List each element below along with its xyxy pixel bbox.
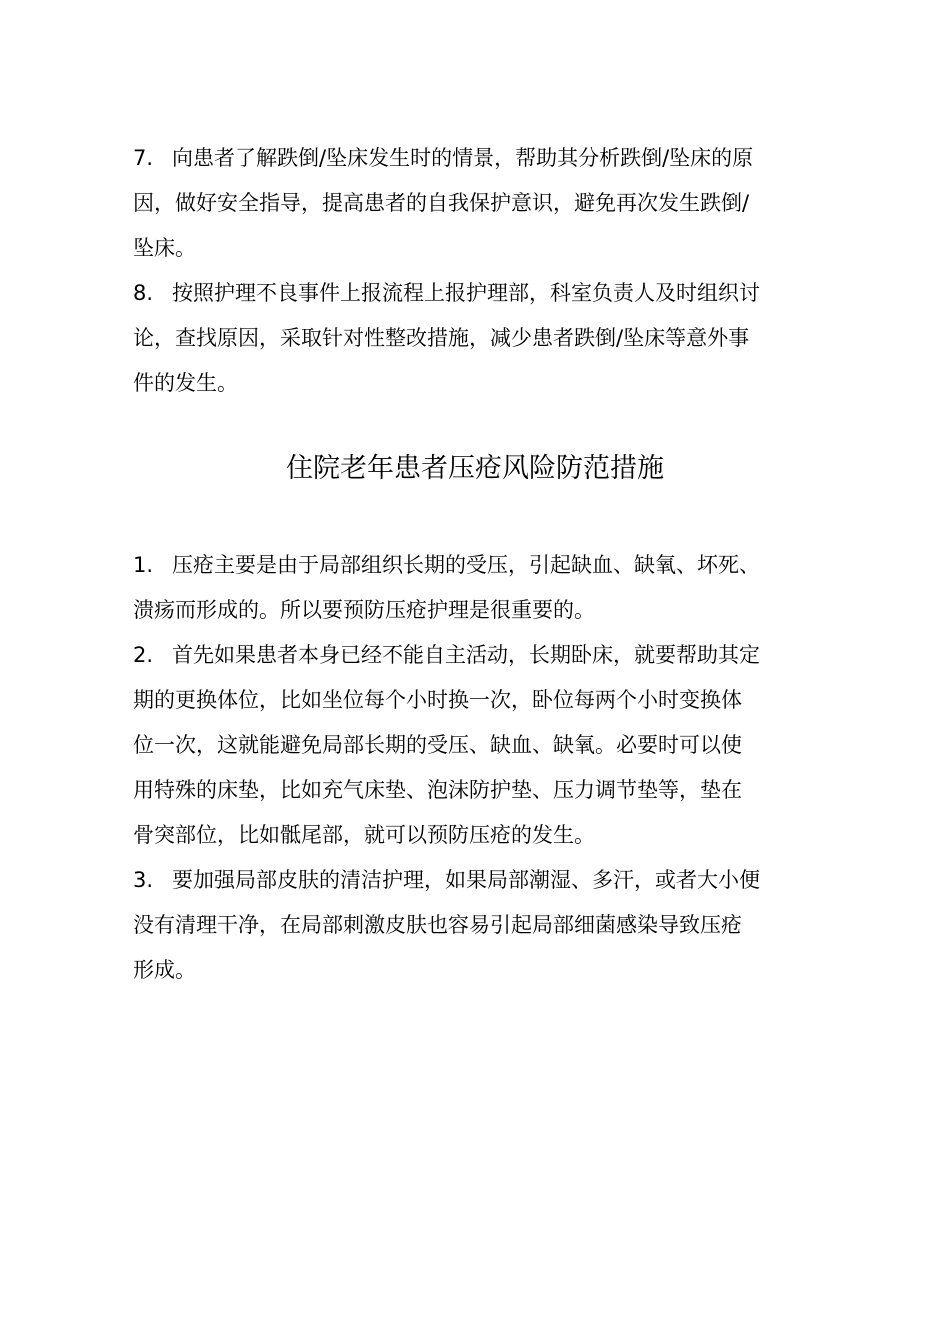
list-item-line: 件的发生。 [133, 371, 238, 395]
bottom-numbered-list [133, 543, 833, 993]
list-item-text: 按照护理不良事件上报流程上报护理部，科室负责人及时组织讨 [172, 281, 760, 305]
list-item-number: 2. [133, 643, 154, 667]
list-item-line [133, 858, 833, 903]
list-item-line: 没有清理干净，在局部刺激皮肤也容易引起局部细菌感染导致压疮 [133, 913, 742, 937]
list-item-2 [133, 633, 833, 858]
list-item-line: 溃疡而形成的。所以要预防压疮护理是很重要的。 [133, 598, 595, 622]
list-item-line [133, 271, 833, 316]
list-item-text: 首先如果患者本身已经不能自主活动，长期卧床，就要帮助其定 [172, 643, 760, 667]
list-item-number: 1. [133, 553, 154, 577]
list-item-number: 8. [133, 281, 154, 305]
list-item-number: 3. [133, 868, 154, 892]
list-item-7 [133, 136, 833, 271]
list-item-line [133, 543, 833, 588]
list-item-line: 期的更换体位，比如坐位每个小时换一次，卧位每两个小时变换体 [133, 688, 742, 712]
list-item-3 [133, 858, 833, 993]
list-item-8 [133, 271, 833, 406]
list-item-text: 要加强局部皮肤的清洁护理，如果局部潮湿、多汗，或者大小便 [172, 868, 760, 892]
list-item-line [133, 136, 833, 181]
section-title: 住院老年患者压疮风险防范措施 [286, 453, 664, 484]
list-item-line: 坠床。 [133, 236, 196, 260]
list-item-line: 骨突部位，比如骶尾部，就可以预防压疮的发生。 [133, 823, 595, 847]
list-item-line: 用特殊的床垫，比如充气床垫、泡沫防护垫、压力调节垫等，垫在 [133, 778, 742, 802]
list-item-text: 压疮主要是由于局部组织长期的受压，引起缺血、缺氧、坏死、 [172, 553, 760, 577]
top-numbered-list [133, 136, 833, 406]
list-item-text: 向患者了解跌倒/坠床发生时的情景，帮助其分析跌倒/坠床的原 [172, 146, 754, 170]
list-item-line: 论，查找原因，采取针对性整改措施，减少患者跌倒/坠床等意外事 [133, 326, 750, 350]
list-item-line [133, 633, 833, 678]
list-item-line: 因，做好安全指导，提高患者的自我保护意识，避免再次发生跌倒/ [133, 191, 750, 215]
list-item-line: 形成。 [133, 958, 196, 982]
list-item-number: 7. [133, 146, 154, 170]
list-item-line: 位一次，这就能避免局部长期的受压、缺血、缺氧。必要时可以使 [133, 733, 742, 757]
list-item-1 [133, 543, 833, 633]
